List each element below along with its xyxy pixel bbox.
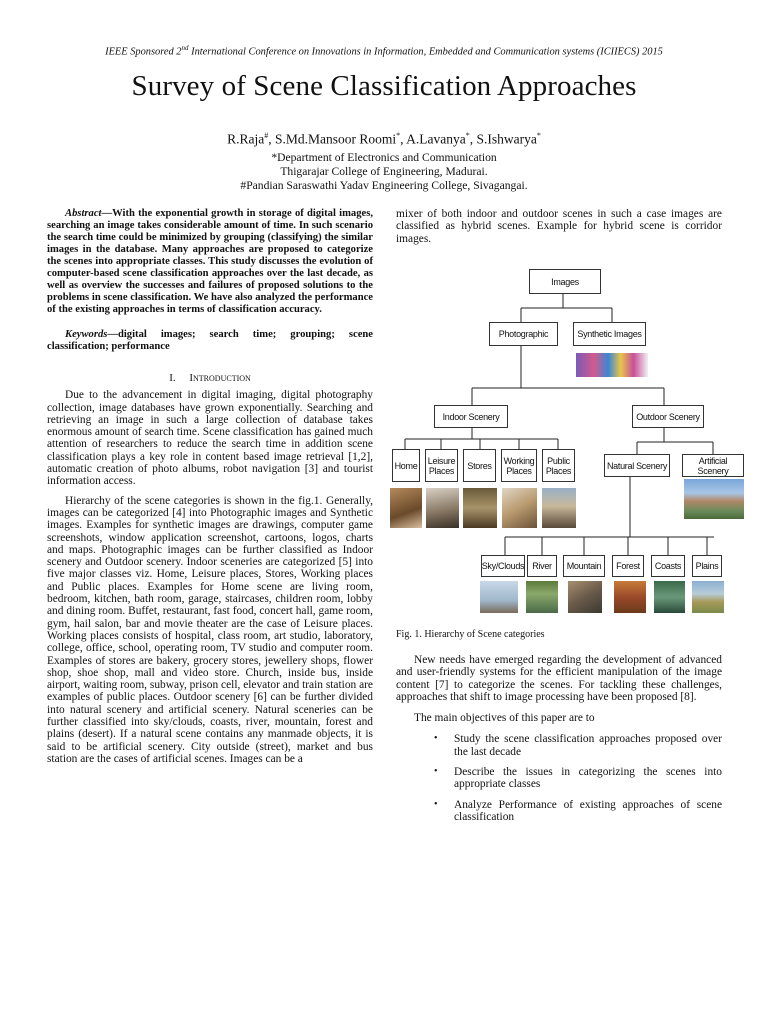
paper-title: Survey of Scene Classification Approaches [131, 70, 637, 102]
author-list: R.Raja#, S.Md.Mansoor Roomi*, A.Lavanya*, S.Ishwarya* [227, 131, 541, 147]
synthetic-thumbnails [576, 353, 648, 377]
bullet-icon: • [434, 798, 438, 810]
leisure-photo [426, 488, 459, 528]
keywords-text: —digital images; search time; grouping; scene classification; performance [47, 329, 373, 352]
public-photo [542, 488, 576, 528]
bullet-icon: • [434, 733, 438, 745]
stores-photo [463, 488, 497, 528]
node-forest: Forest [612, 555, 644, 577]
scene-hierarchy-diagram [386, 262, 738, 622]
conference-header: IEEE Sponsored 2nd International Conference on Innovations in Information, Embedded and Communication systems (ICIIECS) 2015 [105, 44, 663, 58]
node-working-places: Working Places [501, 449, 537, 482]
coasts-photo [654, 581, 685, 613]
node-leisure-places: Leisure Places [425, 449, 458, 482]
affiliation-line: Thigarajar College of Engineering, Madurai. [280, 165, 488, 178]
objectives-intro: The main objectives of this paper are to [414, 712, 595, 725]
keywords [47, 329, 373, 353]
abstract [47, 208, 373, 316]
right-column-body [396, 654, 722, 831]
node-photographic: Photographic [489, 322, 558, 346]
needs-paragraph: New needs have emerged regarding the development of advanced and user-friendly systems for the efficient manipulation of the image content [7] to categorize the scenes. For tackling these challenges, approaches that shift to image processing have been proposed [8]. [396, 654, 722, 703]
bullet-icon: • [434, 766, 438, 778]
mountain-photo [568, 581, 602, 613]
author-name: R.Raja [227, 131, 265, 147]
node-outdoor-scenery: Outdoor Scenery [632, 405, 704, 428]
node-natural-scenery: Natural Scenery [604, 454, 670, 477]
affiliation-line: #Pandian Saraswathi Yadav Engineering College, Sivagangai. [240, 179, 528, 192]
intro-paragraph: Hierarchy of the scene categories is shown in the fig.1. Generally, images can be categorized [4] into Photographic images and Synthetic images. Examples for synthetic images are drawings, computer game screenshots, window application screenshot, cartoons, logos, charts and maps. Photographic images can be further classified as Indoor scenery and Outdoor scenery. Indoor sceneries are categorized [5] into five major classes viz. Home, Leisure places, Stores, Working places and Public places. Examples for Home scene are living room, bedroom, kitchen, bath room, garage, staircases, children room, lobby and dining room. Buffet, restaurant, fast food, concert hall, game room, gym, hail salon, bar and movie theater are the case of Leisure places. Working places consists of hospital, class room, art studio, laboratory, college, office, school, operating room, TV studio and computer room. Examples of stores are bakery, grocery stores, jewellery shops, flower shop, shoe shop, mall and video store. Church, inside bus, inside airport, waiting room, subway, prison cell, elevator and train station are examples of public places. Outdoor scenery [6] can be further divided into natural scenery and artificial scenery. Natural sceneries can be further classified into sky/clouds, coasts, river, mountain, forest and plains (desert). If a natural scene contains any manmade objects, it is said to be artificial scenery. City outside (street), market and bus station are the cases of artificial scenes. Images can be a [47, 494, 373, 765]
sky-photo [480, 581, 518, 613]
forest-photo [614, 581, 646, 613]
home-photo [390, 488, 422, 528]
connector-lines [386, 262, 738, 622]
node-plains: Plains [692, 555, 722, 577]
abstract-text: —With the exponential growth in storage of digital images, searching an image takes considerable amount of time. In such scenario the search time could be minimized by grouping (classifying) the similar images in the database. Many approaches are proposed to categorize the scenes into appropriate classes. This study discusses the evolution of computer-based scene classification approaches over the last decade, as well as overview the successes and failures of proposed solutions to the problems in scene classification. We have also analyzed the performance of the existing approaches in terms of classification accuracy. [47, 208, 373, 315]
figure-caption: Fig. 1. Hierarchy of Scene categories [396, 629, 545, 640]
section-heading: I. Introduction [169, 372, 251, 384]
node-river: River [527, 555, 557, 577]
node-mountain: Mountain [563, 555, 605, 577]
river-photo [526, 581, 558, 613]
author-name: A.Lavanya [406, 131, 466, 147]
author-name: S.Md.Mansoor Roomi [274, 131, 397, 147]
objective-item: • Analyze Performance of existing approaches of scene classification [396, 799, 722, 824]
node-stores: Stores [463, 449, 496, 482]
objective-item: • Describe the issues in categorizing the scenes into appropriate classes [396, 766, 722, 791]
author-name: S.Ishwarya [476, 131, 537, 147]
objective-item: • Study the scene classification approaches proposed over the last decade [396, 733, 722, 758]
keywords-label: Keywords [65, 329, 108, 340]
node-coasts: Coasts [651, 555, 685, 577]
plains-photo [692, 581, 724, 613]
node-artificial-scenery: Artificial Scenery [682, 454, 744, 477]
node-home: Home [392, 449, 420, 482]
working-photo [502, 488, 537, 528]
node-sky-clouds: Sky/Clouds [481, 555, 525, 577]
right-column-continuation: mixer of both indoor and outdoor scenes in such a case images are classified as hybrid scenes. Example for hybrid scene is corridor images. [396, 208, 722, 245]
node-indoor-scenery: Indoor Scenery [434, 405, 508, 428]
node-public-places: Public Places [542, 449, 575, 482]
left-column [47, 208, 373, 765]
node-synthetic-images: Synthetic Images [573, 322, 646, 346]
intro-paragraph: Due to the advancement in digital imaging, digital photography collection, image databases have grown exponentially. Searching and retrieving an image in such a large collection of database takes enormous amount of search time. Scene classification has gained much attention of researchers to reduce the search time in addition scene classification plays a key role in content based image retrieval [1,2], automatic creation of photo albums, robot navigation [3] and tourist information access. [47, 389, 373, 488]
node-images: Images [529, 269, 601, 294]
affiliation-line: *Department of Electronics and Communication [271, 151, 497, 164]
abstract-label: Abstract [65, 208, 102, 219]
artificial-photo [684, 479, 744, 519]
